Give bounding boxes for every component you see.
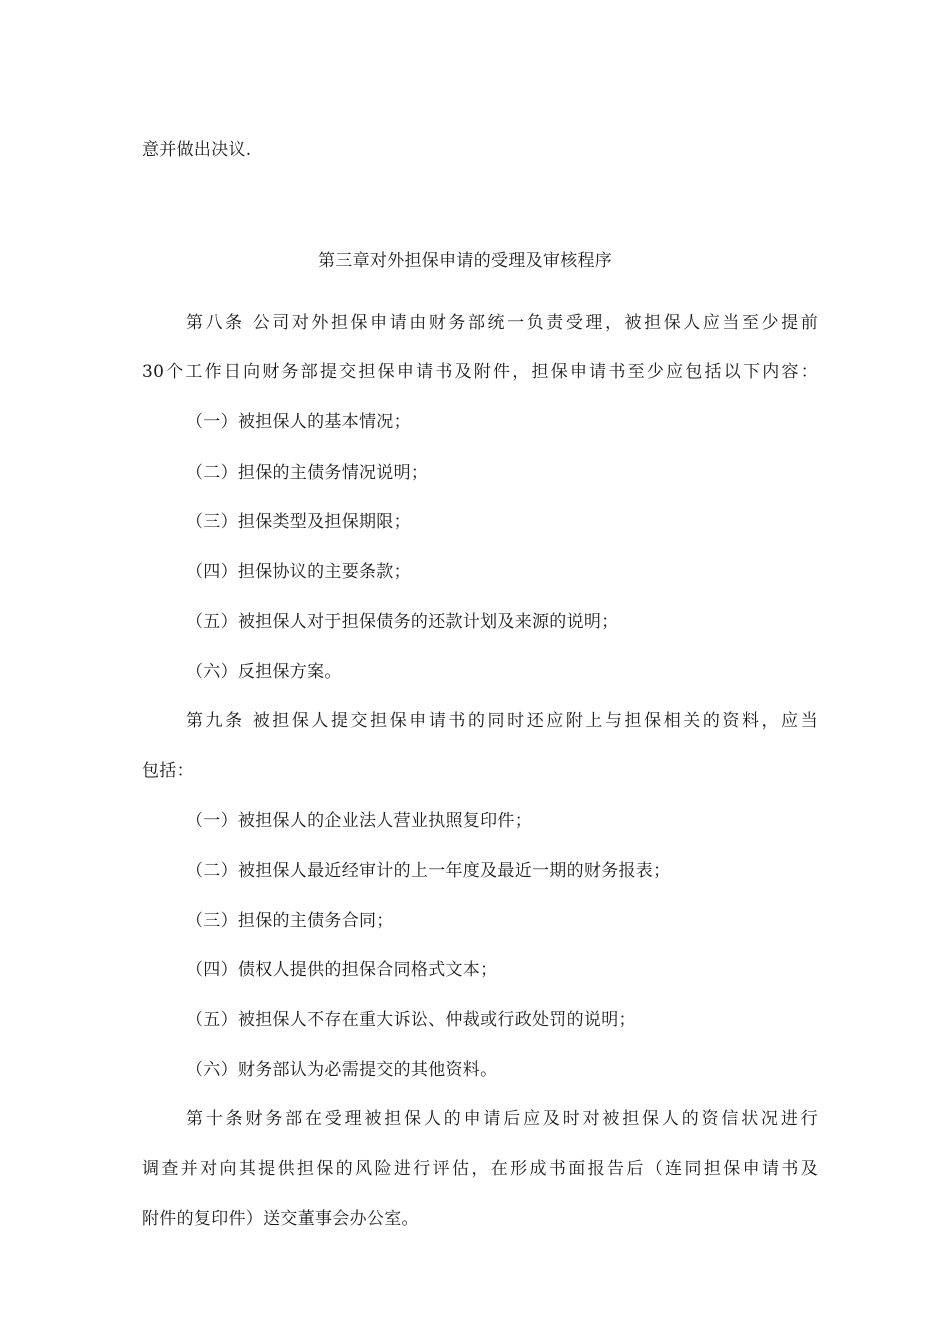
article8-line2: 30个工作日向财务部提交担保申请书及附件，担保申请书至少应包括以下内容： xyxy=(142,362,818,382)
article10-line2: 调查并对向其提供担保的风险进行评估，在形成书面报告后（连同担保申请书及 xyxy=(142,1159,818,1179)
article9-item-6: （六）财务部认为必需提交的其他资料。 xyxy=(186,1060,498,1080)
article9-item-2: （二）被担保人最近经审计的上一年度及最近一期的财务报表； xyxy=(186,861,671,881)
chapter-title: 第三章对外担保申请的受理及审核程序 xyxy=(318,251,613,271)
article9-item-1: （一）被担保人的企业法人营业执照复印件； xyxy=(186,811,532,831)
article9-line2: 包括： xyxy=(142,761,194,781)
article10-line1: 第十条财务部在受理被担保人的申请后应及时对被担保人的资信状况进行 xyxy=(186,1109,818,1129)
article8-item-6: （六）反担保方案。 xyxy=(186,662,342,682)
article8-item-3: （三）担保类型及担保期限； xyxy=(186,512,411,532)
article9-item-3: （三）担保的主债务合同； xyxy=(186,911,394,931)
continuation-text: 意并做出决议. xyxy=(142,140,252,160)
article8-item-2: （二）担保的主债务情况说明； xyxy=(186,463,429,483)
article9-line1: 第九条 被担保人提交担保申请书的同时还应附上与担保相关的资料，应当 xyxy=(186,711,818,731)
article8-line1: 第八条 公司对外担保申请由财务部统一负责受理，被担保人应当至少提前 xyxy=(186,313,818,333)
article9-item-4: （四）债权人提供的担保合同格式文本； xyxy=(186,960,498,980)
article9-item-5: （五）被担保人不存在重大诉讼、仲裁或行政处罚的说明； xyxy=(186,1010,636,1030)
article8-item-1: （一）被担保人的基本情况； xyxy=(186,412,411,432)
article8-item-5: （五）被担保人对于担保债务的还款计划及来源的说明； xyxy=(186,612,619,632)
article10-line3: 附件的复印件）送交董事会办公室。 xyxy=(142,1209,419,1229)
article8-item-4: （四）担保协议的主要条款； xyxy=(186,562,411,582)
